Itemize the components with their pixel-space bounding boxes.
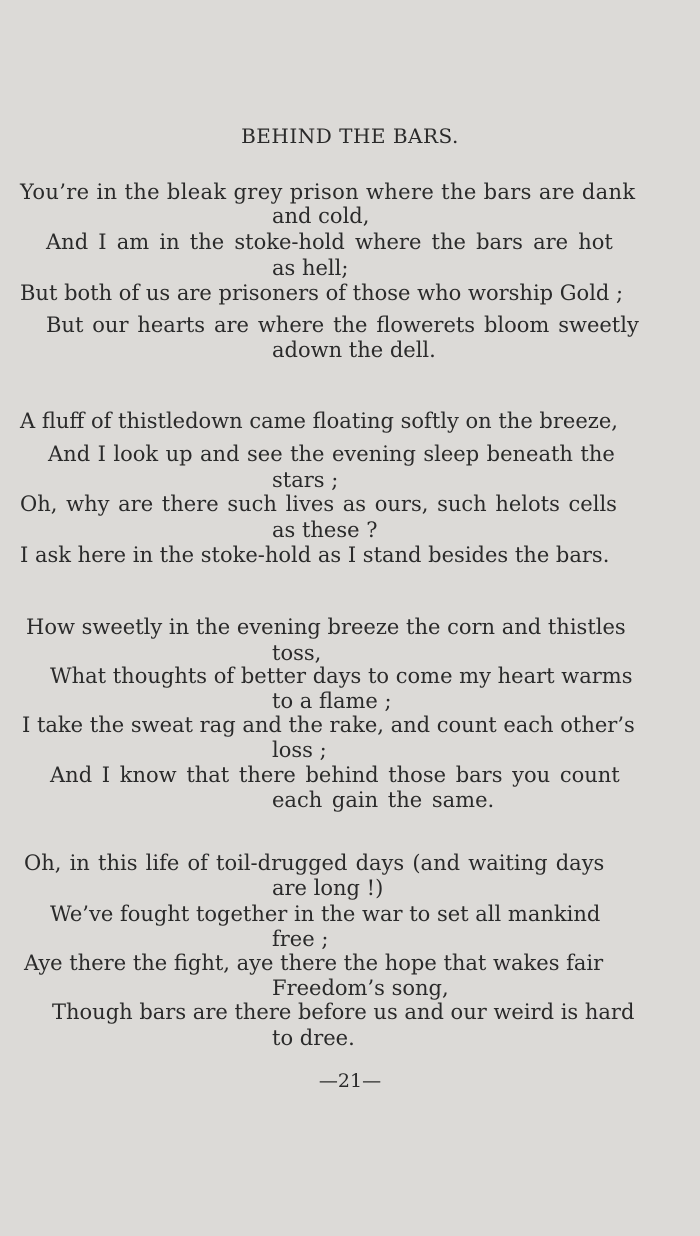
verse-line: And I am in the stoke-hold where the bars are hot — [46, 230, 613, 254]
verse-line-continuation: to a flame ; — [272, 689, 392, 713]
verse-line: How sweetly in the evening breeze the corn and thistles — [26, 615, 626, 639]
verse-line-continuation: Freedom’s song, — [272, 976, 449, 1000]
verse-line: And I look up and see the evening sleep beneath the — [48, 442, 615, 466]
verse-line-continuation: to dree. — [272, 1026, 355, 1050]
verse-line: I ask here in the stoke-hold as I stand besides the bars. — [20, 543, 610, 567]
verse-line-continuation: stars ; — [272, 468, 339, 492]
verse-line: What thoughts of better days to come my heart warms — [50, 664, 633, 688]
verse-line: A fluff of thistledown came floating softly on the breeze, — [20, 409, 618, 433]
verse-line-continuation: and cold, — [272, 204, 370, 228]
poem-title: BEHIND THE BARS. — [241, 124, 459, 148]
verse-line: But both of us are prisoners of those who worship Gold ; — [20, 281, 624, 305]
verse-line: But our hearts are where the flowerets bloom sweetly — [46, 313, 639, 337]
verse-line: Though bars are there before us and our weird is hard — [52, 1000, 635, 1024]
page-number: —21— — [318, 1070, 382, 1092]
verse-line-continuation: as hell; — [272, 256, 349, 280]
verse-line-continuation: are long !) — [272, 876, 384, 900]
verse-line-continuation: toss, — [272, 641, 322, 665]
verse-line-continuation: adown the dell. — [272, 338, 436, 362]
verse-line: And I know that there behind those bars you count — [50, 763, 620, 787]
verse-line-continuation: free ; — [272, 927, 329, 951]
verse-line: Oh, in this life of toil-drugged days (and waiting days — [24, 851, 605, 875]
verse-line: I take the sweat rag and the rake, and count each other’s — [22, 713, 635, 737]
verse-line-continuation: as these ? — [272, 518, 378, 542]
verse-line: Aye there the fight, aye there the hope that wakes fair — [24, 951, 604, 975]
verse-line: Oh, why are there such lives as ours, such helots cells — [20, 492, 617, 516]
verse-line: You’re in the bleak grey prison where the bars are dank — [20, 180, 636, 204]
verse-line-continuation: each gain the same. — [272, 788, 495, 812]
verse-line: We’ve fought together in the war to set all mankind — [50, 902, 601, 926]
verse-line-continuation: loss ; — [272, 738, 327, 762]
